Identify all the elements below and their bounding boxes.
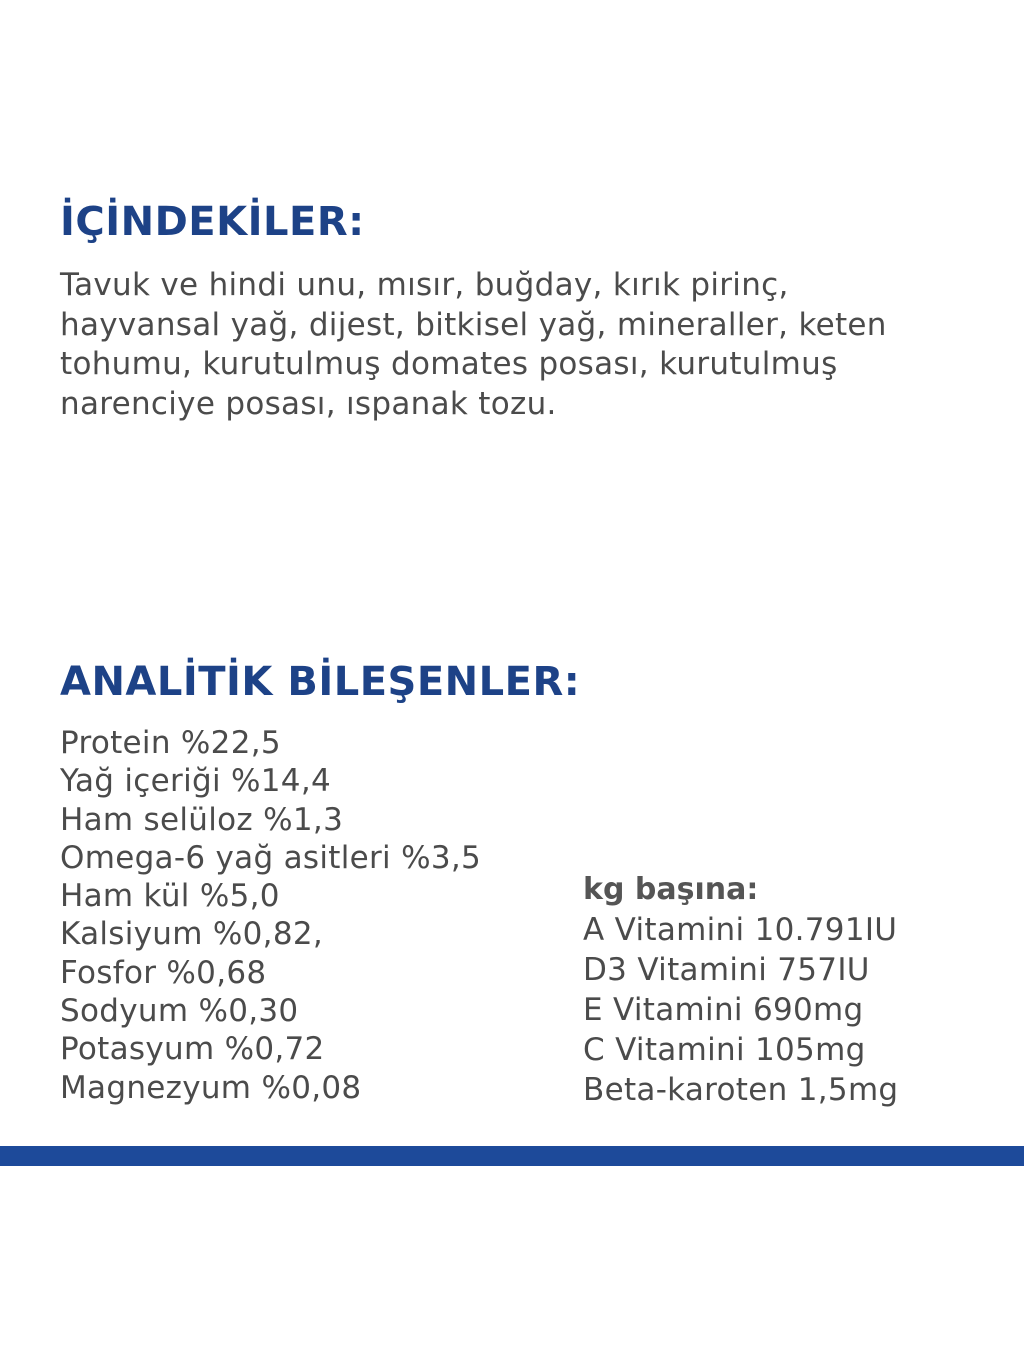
- analytic-item-protein: Protein %22,5: [60, 725, 281, 761]
- vitamins-title: kg başına:: [583, 872, 759, 907]
- analytic-item-potassium: Potasyum %0,72: [60, 1031, 325, 1068]
- analytic-components-heading: ANALİTİK BİLEŞENLER:: [60, 659, 581, 705]
- vitamin-item-e: E Vitamini 690mg: [583, 992, 864, 1028]
- analytic-item-magnesium: Magnezyum %0,08: [60, 1069, 362, 1106]
- analytic-item-crude-ash: Ham kül %5,0: [60, 878, 280, 915]
- vitamin-item-d3: D3 Vitamini 757IU: [583, 952, 870, 988]
- ingredients-line: narenciye posası, ıspanak tozu.: [60, 385, 557, 422]
- vitamins-per-kg: [583, 870, 898, 1110]
- analytic-item-calcium: Kalsiyum %0,82,: [60, 916, 324, 953]
- bottom-accent-bar: [0, 1146, 1024, 1166]
- analytic-item-phosphorus: Fosfor %0,68: [60, 954, 267, 991]
- vitamin-item-c: C Vitamini 105mg: [583, 1032, 866, 1068]
- vitamin-item-a: A Vitamini 10.791IU: [583, 912, 898, 948]
- vitamins-list: [583, 910, 898, 1110]
- ingredients-line: Tavuk ve hindi unu, mısır, buğday, kırık pirinç,: [60, 267, 789, 303]
- ingredients-heading: İÇİNDEKİLER:: [60, 199, 365, 245]
- analytic-item-fat: Yağ içeriği %14,4: [60, 763, 332, 800]
- analytic-item-crude-fibre: Ham selüloz %1,3: [60, 801, 344, 838]
- ingredients-line: hayvansal yağ, dijest, bitkisel yağ, mineraller, keten: [60, 306, 887, 343]
- analytic-item-omega-6: Omega-6 yağ asitleri %3,5: [60, 839, 482, 876]
- analytic-components-list: [60, 724, 481, 1107]
- vitamin-item-beta-carotene: Beta-karoten 1,5mg: [583, 1072, 899, 1108]
- ingredients-line: tohumu, kurutulmuş domates posası, kurutulmuş: [60, 346, 838, 382]
- ingredients-text: [60, 266, 980, 424]
- analytic-item-sodium: Sodyum %0,30: [60, 993, 299, 1030]
